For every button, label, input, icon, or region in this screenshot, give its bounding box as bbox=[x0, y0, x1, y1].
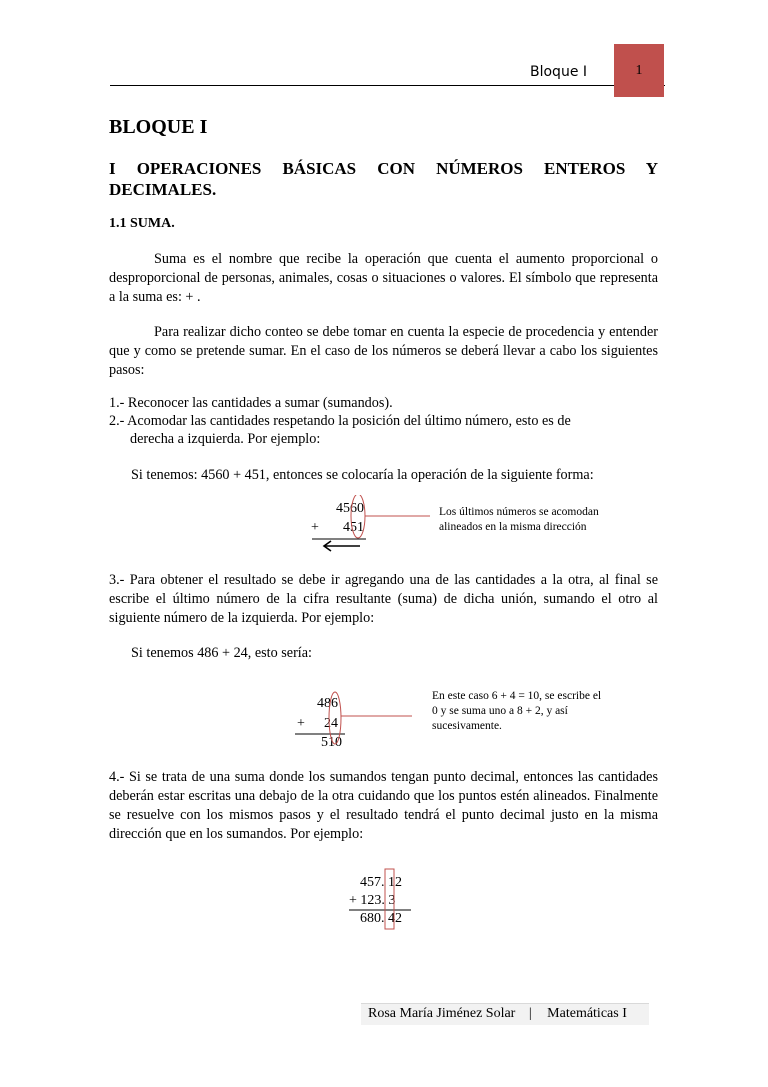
step-1: 1.- Reconocer las cantidades a sumar (sumandos). bbox=[109, 395, 393, 411]
paragraph-definition: Suma es el nombre que recibe la operación que cuenta el aumento proporcional o desproporcional de personas, animales, cosas o situaciones o valores. El símbolo que representa a la suma es: + . bbox=[109, 251, 658, 305]
example-1-intro: Si tenemos: 4560 + 451, entonces se colocaría la operación de la siguiente forma: bbox=[131, 467, 594, 483]
example-1-bottom-number: 451 bbox=[343, 520, 364, 535]
paragraph-procedure: Para realizar dicho conteo se debe tomar en cuenta la especie de procedencia y entender que y como se pretende sumar. En el caso de los números se deberá llevar a cabo los siguientes pasos: bbox=[109, 324, 658, 378]
header-block-label: Bloque I bbox=[530, 64, 588, 80]
example-2-note-line-2: 0 y se suma uno a 8 + 2, y así bbox=[432, 705, 568, 717]
example-2-note-line-3: sucesivamente. bbox=[432, 720, 502, 732]
page-title: BLOQUE I bbox=[109, 116, 208, 138]
example-2-annotation-graphics bbox=[290, 688, 420, 758]
example-2-top-number: 486 bbox=[317, 696, 338, 711]
section-heading: 1.1 SUMA. bbox=[109, 216, 175, 231]
example-1-note-line-2: alineados en la misma dirección bbox=[439, 521, 587, 533]
example-1-top-number: 4560 bbox=[336, 501, 364, 516]
example-2-intro: Si tenemos 486 + 24, esto sería: bbox=[131, 645, 312, 661]
footer bbox=[368, 1006, 627, 1022]
example-2-plus-sign: + bbox=[297, 716, 305, 731]
page-number: 1 bbox=[635, 63, 643, 78]
step-2: 2.- Acomodar las cantidades respetando la posición del último número, esto es de bbox=[109, 413, 571, 429]
paragraph-step-4: 4.- Si se trata de una suma donde los sumandos tengan punto decimal, entonces las cantidades deberán estar escritas una debajo de la otra cuidando que los puntos estén alineados. Finalmente se resuelve con los mismos pasos y el resultado tendrá el punto decimal justo en la misma dirección que en los sumandos. Por ejemplo: bbox=[109, 769, 658, 842]
footer-course: Matemáticas I bbox=[547, 1006, 627, 1021]
header-rule bbox=[110, 85, 665, 86]
example-3-bottom-number: + 123. 3 bbox=[349, 893, 396, 908]
example-2-result: 510 bbox=[321, 735, 342, 750]
paragraph-step-3: 3.- Para obtener el resultado se debe ir agregando una de las cantidades a la otra, al final se escribe el último número de la cifra resultante (suma) de dicha unión, sumando el otro al siguiente número de la izquierda. Por ejemplo: bbox=[109, 572, 658, 626]
example-1-plus-sign: + bbox=[311, 520, 319, 535]
decimal-point-alignment-box bbox=[385, 869, 394, 929]
units-column-highlight-ellipse bbox=[329, 692, 341, 744]
example-3-top-number: 457. 12 bbox=[360, 875, 402, 890]
example-1-annotation-graphics bbox=[300, 495, 440, 555]
last-digit-highlight-ellipse bbox=[351, 495, 365, 538]
footer-author: Rosa María Jiménez Solar bbox=[368, 1006, 516, 1021]
example-3-annotation-graphics bbox=[345, 865, 425, 935]
footer-separator: | bbox=[528, 1006, 532, 1021]
example-2-bottom-number: 24 bbox=[324, 716, 338, 731]
example-3-result: 680. 42 bbox=[360, 911, 402, 926]
chapter-title: I OPERACIONES BÁSICAS CON NÚMEROS ENTEROS Y DECIMALES. bbox=[109, 159, 658, 199]
example-1-note-line-1: Los últimos números se acomodan bbox=[439, 506, 599, 518]
example-2-note-line-1: En este caso 6 + 4 = 10, se escribe el bbox=[432, 690, 602, 702]
header-page-badge bbox=[614, 44, 664, 97]
step-2-continued: derecha a izquierda. Por ejemplo: bbox=[130, 431, 321, 447]
